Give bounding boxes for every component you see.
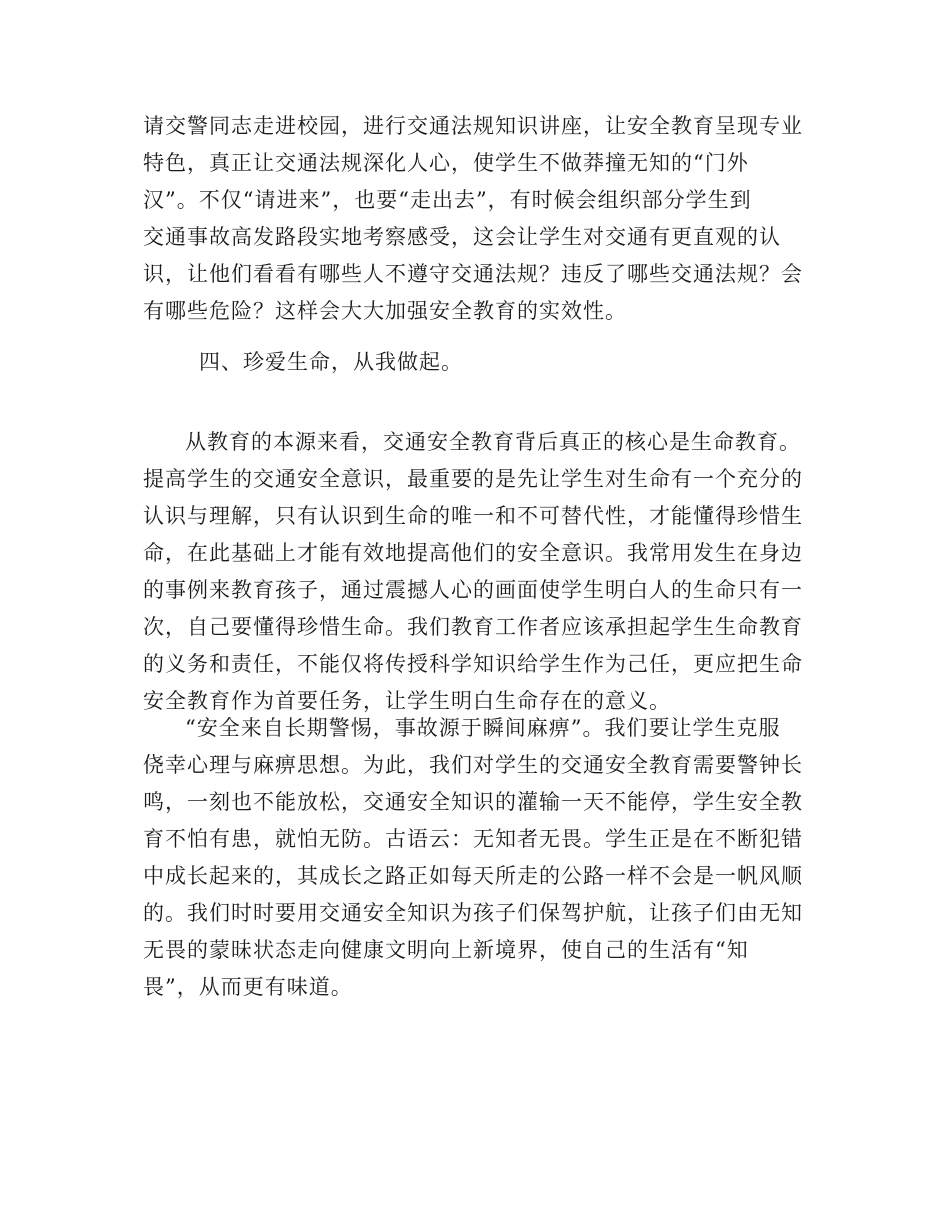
- text-line: 提高学生的交通安全意识，最重要的是先让学生对生命有一个充分的: [143, 467, 803, 491]
- text-line: 畏”，从而更有味道。: [143, 975, 353, 999]
- paragraph-2: [143, 424, 823, 720]
- text-line: 无畏的蒙昧状态走向健康文明向上新境界，使自己的生活有“知: [143, 938, 749, 962]
- text-line: 中成长起来的，其成长之路正如每天所走的公路一样不会是一帆风顺: [143, 864, 803, 888]
- paragraph-3: [143, 710, 823, 1006]
- text-line: 的。我们时时要用交通安全知识为孩子们保驾护航，让孩子们由无知: [143, 901, 803, 925]
- text-line: “安全来自长期警惕，事故源于瞬间麻痹”。我们要让学生克服: [185, 716, 781, 740]
- text-line: 鸣，一刻也不能放松，交通安全知识的灌输一天不能停，学生安全教: [143, 790, 803, 814]
- text-line: 次，自己要懂得珍惜生命。我们教育工作者应该承担起学生生命教育: [143, 615, 803, 639]
- heading-four: 四、珍爱生命，从我做起。: [199, 350, 463, 374]
- text-line: 特色，真正让交通法规深化人心，使学生不做莽撞无知的“门外: [143, 151, 749, 175]
- text-line: 汉”。不仅“请进来”，也要“走出去”，有时候会组织部分学生到: [143, 188, 752, 212]
- text-line: 认识与理解，只有认识到生命的唯一和不可替代性，才能懂得珍惜生: [143, 504, 803, 528]
- text-line: 从教育的本源来看，交通安全教育背后真正的核心是生命教育。: [185, 430, 801, 454]
- paragraph-1: [143, 108, 823, 330]
- text-line: 识，让他们看看有哪些人不遵守交通法规？违反了哪些交通法规？会: [143, 262, 803, 286]
- text-line: 请交警同志走进校园，进行交通法规知识讲座，让安全教育呈现专业: [143, 114, 803, 138]
- text-line: 交通事故高发路段实地考察感受，这会让学生对交通有更直观的认: [143, 225, 781, 249]
- section-heading: [143, 344, 823, 381]
- text-line: 安全教育作为首要任务，让学生明白生命存在的意义。: [143, 689, 671, 713]
- text-line: 的事例来教育孩子，通过震撼人心的画面使学生明白人的生命只有一: [143, 578, 803, 602]
- text-line: 有哪些危险？这样会大大加强安全教育的实效性。: [143, 299, 627, 323]
- text-line: 的义务和责任，不能仅将传授科学知识给学生作为己任，更应把生命: [143, 652, 803, 676]
- text-line: 命，在此基础上才能有效地提高他们的安全意识。我常用发生在身边: [143, 541, 803, 565]
- text-line: 育不怕有患，就怕无防。古语云：无知者无畏。学生正是在不断犯错: [143, 827, 803, 851]
- text-line: 侥幸心理与麻痹思想。为此，我们对学生的交通安全教育需要警钟长: [143, 753, 803, 777]
